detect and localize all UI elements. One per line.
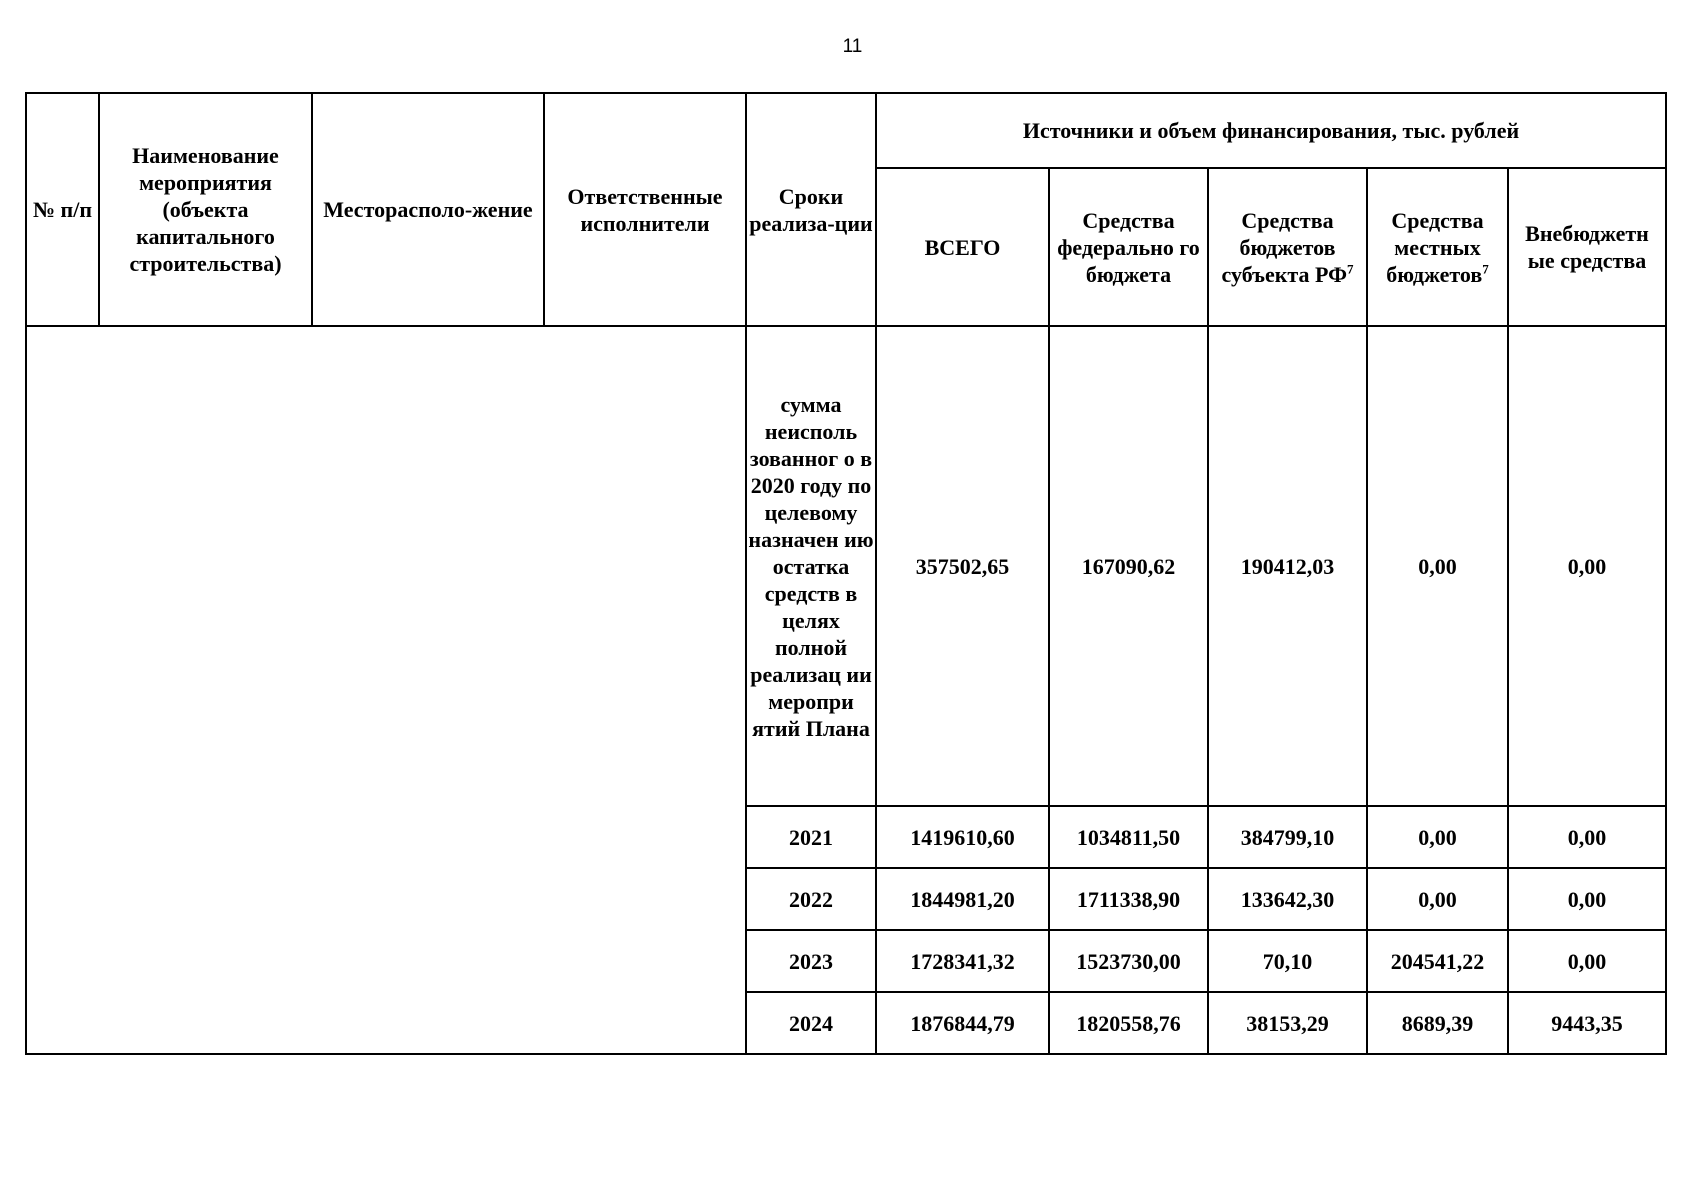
header-local-footnote: 7 xyxy=(1482,261,1489,277)
empty-merged-cell xyxy=(26,326,746,1054)
cell-total: 1876844,79 xyxy=(876,992,1049,1054)
header-subject-footnote: 7 xyxy=(1346,261,1354,277)
cell-local: 0,00 xyxy=(1367,868,1508,930)
cell-subject: 38153,29 xyxy=(1208,992,1367,1054)
header-subject xyxy=(1208,168,1367,326)
cell-local: 0,00 xyxy=(1367,806,1508,868)
header-num: № п/п xyxy=(26,93,99,326)
cell-period: 2023 xyxy=(746,930,876,992)
cell-local: 204541,22 xyxy=(1367,930,1508,992)
cell-total: 1844981,20 xyxy=(876,868,1049,930)
cell-subject: 384799,10 xyxy=(1208,806,1367,868)
cell-total: 1419610,60 xyxy=(876,806,1049,868)
header-period: Сроки реализа-ции xyxy=(746,93,876,326)
cell-federal: 167090,62 xyxy=(1049,326,1208,806)
header-location: Месторасполо-жение xyxy=(312,93,544,326)
header-local xyxy=(1367,168,1508,326)
header-federal: Средства федерально го бюджета xyxy=(1049,168,1208,326)
cell-total: 1728341,32 xyxy=(876,930,1049,992)
header-subject-text: Средства бюджетов субъекта РФ xyxy=(1221,207,1347,287)
cell-federal: 1034811,50 xyxy=(1049,806,1208,868)
cell-extra: 0,00 xyxy=(1508,326,1666,806)
financing-table xyxy=(25,92,1667,1055)
cell-extra: 0,00 xyxy=(1508,806,1666,868)
cell-total: 357502,65 xyxy=(876,326,1049,806)
cell-period: 2022 xyxy=(746,868,876,930)
cell-extra: 9443,35 xyxy=(1508,992,1666,1054)
cell-subject: 190412,03 xyxy=(1208,326,1367,806)
header-extra: Внебюджетн ые средства xyxy=(1508,168,1666,326)
cell-federal: 1711338,90 xyxy=(1049,868,1208,930)
cell-period: 2024 xyxy=(746,992,876,1054)
cell-local: 8689,39 xyxy=(1367,992,1508,1054)
cell-period: 2021 xyxy=(746,806,876,868)
page-number: 11 xyxy=(842,36,863,57)
cell-extra: 0,00 xyxy=(1508,930,1666,992)
header-financing-group: Источники и объем финансирования, тыс. рублей xyxy=(876,93,1666,168)
header-total: ВСЕГО xyxy=(876,168,1049,326)
cell-subject: 133642,30 xyxy=(1208,868,1367,930)
cell-extra: 0,00 xyxy=(1508,868,1666,930)
header-name: Наименование мероприятия (объекта капитального строительства) xyxy=(99,93,312,326)
table-row xyxy=(26,326,1666,806)
cell-federal: 1820558,76 xyxy=(1049,992,1208,1054)
cell-federal: 1523730,00 xyxy=(1049,930,1208,992)
cell-subject: 70,10 xyxy=(1208,930,1367,992)
cell-local: 0,00 xyxy=(1367,326,1508,806)
cell-period: сумма неисполь зованног о в 2020 году по целевому назначен ию остатка средств в целях полной реализац ии меропри ятий Плана xyxy=(746,326,876,806)
header-responsible: Ответственные исполнители xyxy=(544,93,746,326)
header-local-text: Средства местных бюджетов xyxy=(1386,207,1484,287)
